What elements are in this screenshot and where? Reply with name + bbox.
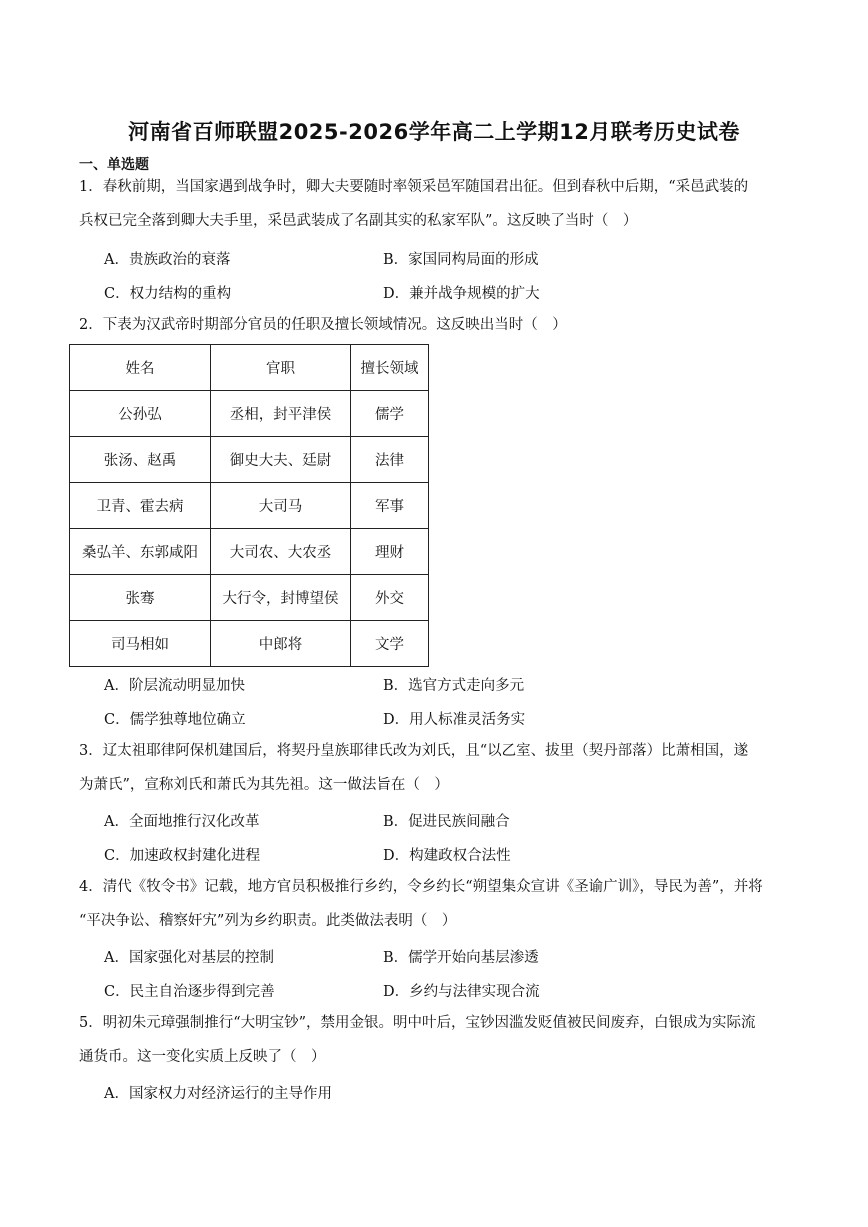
q3-option-c: C．加速政权封建化进程 — [104, 848, 261, 864]
table-cell: 公孙弘 — [70, 391, 211, 437]
q1-option-c: C．权力结构的重构 — [104, 286, 232, 302]
q4-option-d: D．乡约与法律实现合流 — [383, 984, 540, 1000]
table-cell: 桑弘羊、东郭咸阳 — [70, 529, 211, 575]
table-row — [70, 483, 429, 529]
table-row — [70, 575, 429, 621]
officials-table — [69, 344, 429, 667]
table-cell: 御史大夫、廷尉 — [211, 437, 351, 483]
stem-line: 5．明初朱元璋强制推行“大明宝钞”，禁用金银。明中叶后，宝钞因滥发贬值被民间废弃，白银成为实际流 — [79, 1015, 756, 1031]
q1-option-a: A．贵族政治的衰落 — [104, 252, 231, 268]
section-heading: 一、单选题 — [79, 157, 149, 173]
q3-option-d: D．构建政权合法性 — [383, 848, 511, 864]
table-cell: 司马相如 — [70, 621, 211, 667]
stem-line: 2．下表为汉武帝时期部分官员的任职及擅长领域情况。这反映出当时（ ） — [79, 317, 567, 333]
q2-option-b: B．选官方式走向多元 — [383, 678, 525, 694]
q3-option-a: A．全面地推行汉化改革 — [104, 814, 260, 830]
stem-line: 1．春秋前期，当国家遇到战争时，卿大夫要随时率领采邑军随国君出征。但到春秋中后期，“采邑武装的 — [79, 179, 749, 195]
q1-option-d: D．兼并战争规模的扩大 — [383, 286, 540, 302]
table-cell: 理财 — [351, 529, 429, 575]
stem-line: 兵权已完全落到卿大夫手里，采邑武装成了名副其实的私家军队”。这反映了当时（ ） — [79, 213, 638, 229]
table-header-row — [70, 345, 429, 391]
q3-option-b: B．促进民族间融合 — [383, 814, 510, 830]
table-row — [70, 529, 429, 575]
q1-option-b: B．家国同构局面的形成 — [383, 252, 539, 268]
table-cell: 张骞 — [70, 575, 211, 621]
table-cell: 儒学 — [351, 391, 429, 437]
table-cell: 大行令，封博望侯 — [211, 575, 351, 621]
q2-option-a: A．阶层流动明显加快 — [104, 678, 245, 694]
table-row — [70, 621, 429, 667]
table-cell: 卫青、霍去病 — [70, 483, 211, 529]
table-cell: 丞相，封平津侯 — [211, 391, 351, 437]
table-cell: 法律 — [351, 437, 429, 483]
table-cell: 外交 — [351, 575, 429, 621]
table-row — [70, 437, 429, 483]
stem-line: 通货币。这一变化实质上反映了（ ） — [79, 1049, 326, 1065]
stem-line: 3．辽太祖耶律阿保机建国后，将契丹皇族耶律氏改为刘氏，且“以乙室、拔里（契丹部落）比萧相国，遂 — [79, 743, 749, 759]
q4-option-b: B．儒学开始向基层渗透 — [383, 950, 539, 966]
q4-option-a: A．国家强化对基层的控制 — [104, 950, 274, 966]
stem-line: “平决争讼、稽察奸宄”列为乡约职责。此类做法表明（ ） — [79, 913, 457, 929]
question-4-stem — [79, 870, 799, 938]
q4-option-c: C．民主自治逐步得到完善 — [104, 984, 275, 1000]
table-cell: 中郎将 — [211, 621, 351, 667]
q2-option-c: C．儒学独尊地位确立 — [104, 712, 246, 728]
table-cell: 文学 — [351, 621, 429, 667]
question-2-stem — [79, 308, 799, 342]
question-5-stem — [79, 1006, 799, 1074]
table-cell: 大司农、大农丞 — [211, 529, 351, 575]
table-header-cell: 擅长领域 — [351, 345, 429, 391]
question-3-stem — [79, 734, 799, 802]
table-row — [70, 391, 429, 437]
table-cell: 张汤、赵禹 — [70, 437, 211, 483]
question-1-stem — [79, 170, 799, 238]
table-cell: 大司马 — [211, 483, 351, 529]
stem-line: 为萧氏”，宣称刘氏和萧氏为其先祖。这一做法旨在（ ） — [79, 777, 449, 793]
exam-title: 河南省百师联盟2025-2026学年高二上学期12月联考历史试卷 — [128, 120, 740, 144]
q2-option-d: D．用人标准灵活务实 — [383, 712, 526, 728]
stem-line: 4．清代《牧令书》记载，地方官员积极推行乡约，令乡约长“朔望集众宣讲《圣谕广训》，导民为善”，并将 — [79, 879, 763, 895]
table-header-cell: 官职 — [211, 345, 351, 391]
q5-option-a: A．国家权力对经济运行的主导作用 — [104, 1086, 332, 1102]
table-header-cell: 姓名 — [70, 345, 211, 391]
table-cell: 军事 — [351, 483, 429, 529]
